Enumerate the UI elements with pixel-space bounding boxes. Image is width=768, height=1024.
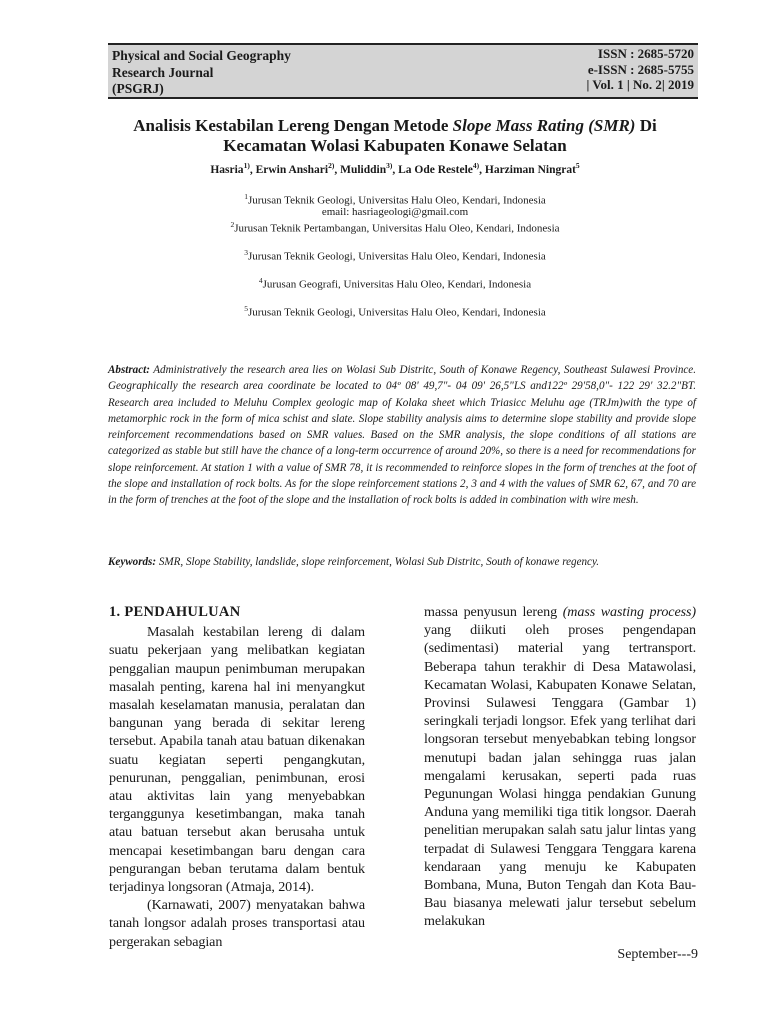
title-part2: Slope Mass Rating (SMR) <box>452 116 636 135</box>
journal-name-line3: (PSGRJ) <box>112 81 164 96</box>
affiliation: $^3$Jurusan Teknik Geologi, Universitas Halu Oleo, Kendari, Indonesia <box>244 248 546 263</box>
issn-block <box>586 46 694 93</box>
issn: ISSN : 2685-5720 <box>597 46 694 61</box>
author-list: Hasria$^{1)}$, Erwin Anshari$^{2)}$, Muliddin$^{3)}$, La Ode Restele$^{4)}$, Harziman Ningrat$^5$ <box>210 161 580 176</box>
affiliation: $^5$Jurusan Teknik Geologi, Universitas Halu Oleo, Kendari, Indonesia <box>244 304 546 319</box>
journal-header <box>108 43 698 99</box>
affiliation: $^1$Jurusan Teknik Geologi, Universitas Halu Oleo, Kendari, Indonesia <box>244 192 546 207</box>
author: Erwin Anshari <box>255 163 329 176</box>
keywords-label: Keywords: <box>108 556 157 568</box>
section-heading: 1. PENDAHULUAN <box>109 604 241 620</box>
journal-name-line2: Research Journal <box>112 64 214 80</box>
keywords-text: SMR, Slope Stability, landslide, slope reinforcement, Wolasi Sub Distritc, South of konawe regency. <box>156 556 600 568</box>
title-part3: Di <box>635 116 657 135</box>
paragraph: Masalah kestabilan lereng di dalam suatu pekerjaan yang melibatkan kegiatan penggalian maupun penimbuman merupakan masalah penting, karena hal ini menyangkut masalah keselamatan manusia, peralatan dan bangunan yang berada di sekitar lereng tersebut. Apabila tanah atau batuan dikenakan suatu kegiatan seperti pengangkutan, penurunan, penggalian, penimbunan, erosi atau aktivitas lain yang menyebabkan terganggunya kesetimbangan, maka tanah atau batuan tersebut akan berusaha untuk mencapai kesetimbangan baru dengan cara pengurangan beban terutama dalam bentuk terjadinya longsoran (Atmaja, 2014). <box>109 624 365 896</box>
right-column <box>424 603 696 931</box>
keywords <box>108 556 696 568</box>
paragraph: massa penyusun lereng (mass wasting process) yang diikuti oleh proses pengendapan (sedimentasi) material yang tertransport. Beberapa tahun terakhir di Desa Matawolasi, Kecamatan Wolasi, Kabupaten Konawe Selatan, Provinsi Sulawesi Tenggara (Gambar 1) seringkali terjadi longsor. Efek yang terlihat dari longsoran tersebut menyebabkan tebing longsor menutupi badan jalan sehingga ruas jalan mengalami kerusakan, seperti pada ruas Pegunungan Wolasi hingga pendakian Gunung Anduna yang memiliki tiga titik longsor. Daerah penelitian merupakan salah satu jalur lintas yang terpadat di Sulawesi Tenggara Tenggara karena kendaraan yang menuju ke Kabupaten Bombana, Muna, Buton Tengah dan Kota Bau-Bau biasanya melewati jalur tersebut sebelum melakukan <box>424 604 696 930</box>
author: Harziman Ningrat <box>484 163 576 176</box>
paragraph: (Karnawati, 2007) menyatakan bahwa tanah longsor adalah proses transportasi atau pergerakan sebagian <box>109 897 365 950</box>
journal-name <box>112 48 291 98</box>
left-column <box>109 603 365 951</box>
author: La Ode Restele <box>398 163 473 176</box>
title-part1: Analisis Kestabilan Lereng Dengan Metode <box>133 116 453 135</box>
eissn: e-ISSN : 2685-5755 <box>587 61 694 77</box>
abstract-label: Abstract: <box>108 364 150 376</box>
page-number: September---9 <box>617 947 698 962</box>
author: Hasria <box>210 163 244 176</box>
affiliation: $^4$Jurusan Geografi, Universitas Halu Oleo, Kendari, Indonesia <box>258 276 532 291</box>
title-line2: Kecamatan Wolasi Kabupaten Konawe Selatan <box>223 136 567 155</box>
affiliation: $^2$Jurusan Teknik Pertambangan, Universitas Halu Oleo, Kendari, Indonesia <box>230 220 560 235</box>
email: email: hasriageologi@gmail.com <box>321 206 469 218</box>
volume-info: | Vol. 1 | No. 2| 2019 <box>586 77 694 92</box>
journal-name-line1: Physical and Social Geography <box>112 48 291 63</box>
author: Muliddin <box>340 163 387 176</box>
abstract-text: Administratively the research area lies on Wolasi Sub Distritc, South of Konawe Regency, Southeast Sulawesi Province. Geographically the research area coordinate be located to 04º 08' 49,7"- 04 09' 26,5"LS and122º 29'58,0"- 122 29' 32.2"BT. Research area included to Meluhu Complex geologic map of Kolaka sheet which Triasicc Meluhu age (TRJm)with the type of metamorphic rock in the form of mica schist and slate. Slope stability analysis aims to determine slope stability and provide slope reinforcement recommendations based on SMR values. Based on the SMR analysis, the slope conditions of all stations are categorized as stable but still have the chance of a long-term occurrence of around 20%, so there is a need for recommendations for slope reinforcement. At station 1 with a value of SMR 78, it is recommended to reinforce slopes in the form of trenches at the foot of the slope and installation of rock bolts. As for the slope reinforcement stations 2, 3 and 4 with the values of SMR 62, 67, and 70 are in the form of trenches at the foot of the slope and the installation of rock bolts is added in combination with wire mesh. <box>108 364 696 507</box>
paper-title <box>95 116 695 156</box>
abstract <box>108 362 696 509</box>
